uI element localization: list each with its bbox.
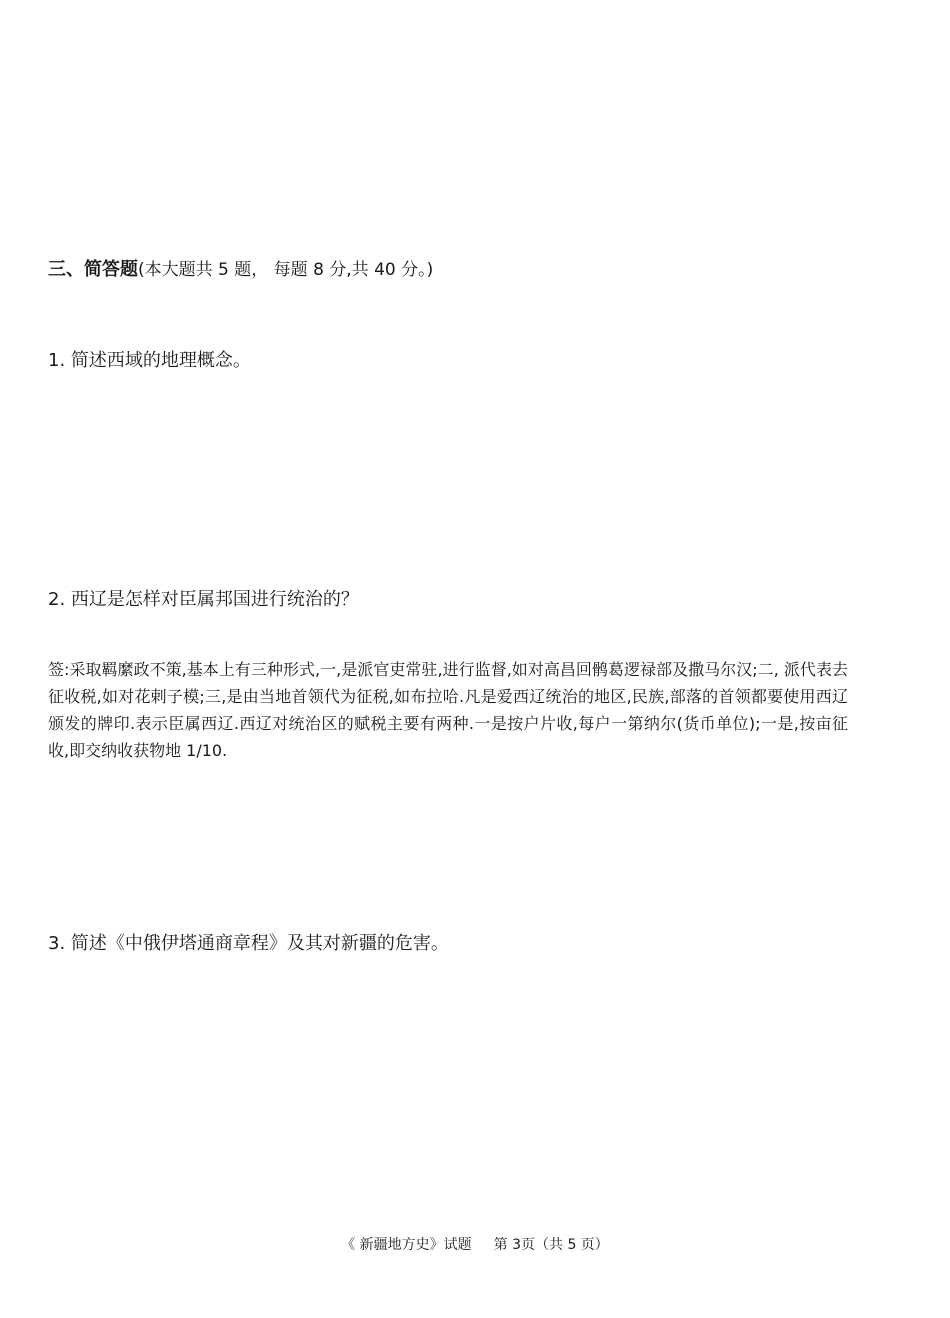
footer-page-number: 第 3页（共 5 页） xyxy=(493,1237,609,1253)
section-heading-note: (本大题共 5 题， 每题 8 分,共 40 分。) xyxy=(138,260,434,280)
question-2: 2. 西辽是怎样对臣属邦国进行统治的？ xyxy=(48,589,359,610)
question-1: 1. 简述西域的地理概念。 xyxy=(48,350,251,371)
question-3: 3. 简述《中俄伊塔通商章程》及其对新疆的危害。 xyxy=(48,933,449,954)
page-footer xyxy=(0,1235,950,1255)
footer-title: 《 新疆地方史》试题 xyxy=(341,1237,472,1253)
answer-2: 签:采取羁縻政不策,基本上有三种形式,一,是派官吏常驻,进行监督,如对高昌回鹘葛逻禄部及撒马尔汉;二, 派代表去征收税,如对花剌子模;三,是由当地首领代为征税,如布拉哈.凡是爱西辽统治的地区,民族,部落的首领都要使用西辽颁发的牌印.表示臣属西辽.西辽对统治区的赋税主要有两种.一是按户片收,每户一第纳尔(货币单位);一是,按亩征收,即交纳收获物地 1/10. xyxy=(48,660,848,760)
section-heading xyxy=(48,258,433,282)
section-heading-label: 三、简答题 xyxy=(48,259,138,280)
